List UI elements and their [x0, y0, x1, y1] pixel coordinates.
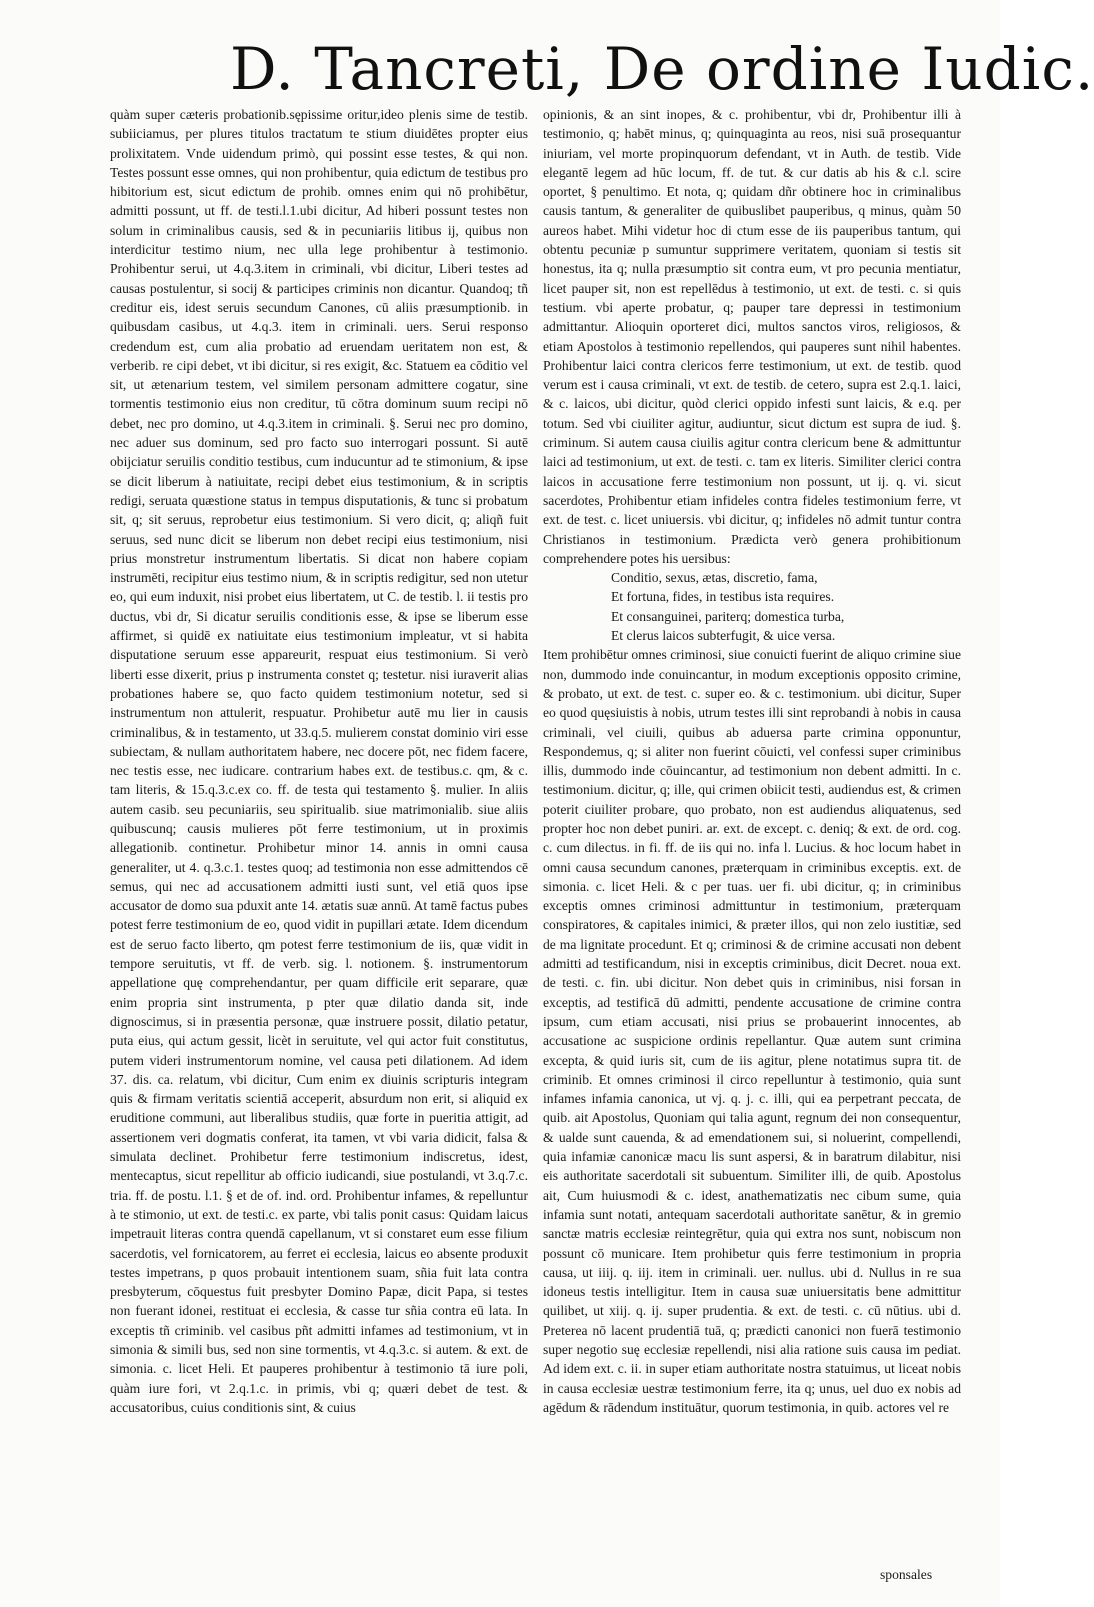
- left-column-text: quàm super cæteris probationib.sępissime oritur,ideo plenis sime de testib. subiiciamus, per plures titulos tractatum te stium diuidētes propter eius prolixitatem. Vnde uidendum primò, qui possint esse testes, & qui non. Testes possunt esse omnes, qui non prohibentur, quia edictum de testibus pro hibitorium est, sicut edictum de prohib. omnes enim qui nō prohibētur, admitti possunt, ut ff. de testi.l.1.ubi dicitur, Ad hiberi possunt testes non solum in criminalibus causis, sed & in pecuniariis litibus ij, quibus non interdicitur testimo nium, nec ulla lege prohibentur à testimonio. Prohibentur serui, ut 4.q.3.item in criminali, vbi dicitur, Liberi testes ad causas postulentur, si socij & participes criminis non dicantur. Quandoq; tñ creditur eis, idest seruis secundum Canones, cū aliis præsumptionib. in quibusdam casibus, ut 4.q.3. item in criminali. uers. Serui responso credendum est, cum alia probatio ad eruendam ueritatem non est, & verberib. re cipi debet, vt ibi dicitur, si res exigit, &c. Statuem ea cōditio vel sit, ut ætenarium testem, vel similem personam admittere cogatur, sine tormentis testimonio eius non creditur, tū cōtra dominum suum recipi nō debet, nec pro domino, ut 4.q.3.item in criminali. §. Serui nec pro domino, nec aduer sus dominum, sed pro facto suo interrogari possunt. Si autē obijciatur seruilis conditio testibus, cum inducuntur ad te stimonium, & ipse se dicit liberum à natiuitate, recipi debet eius testimonium, & in scriptis redigi, seruata quæstione status in tempus disputationis, & tunc si probatum sit, q; sit seruus, reprobetur eius testimonium. Si vero dicit, q; aliqñ fuit seruus, sed nunc dicit se liberum non debet recipi eius testimonium, nisi prius monstretur instrumentum libertatis. Si dicat non habere copiam instrumēti, recipitur eius testimo nium, & in scriptis redigitur, sed non utetur eo, qui eum induxit, nisi probet eius libertatem, ut C. de testib. l. ii testis pro ductus, vbi dr, Si dicatur seruilis conditionis esse, & ipse se liberum esse affirmet, si quidē ex natiuitate eius testimonium impleatur, vt si habita disputatione seruum esse appareurit, respuat eius testimonium. Si verò liberti esse dixerit, prius p instrumenta constet q; testetur. nisi iuraverit alias probationes habere se, quo facto quidem testimonium notetur, sed si instrumentum non attulerit, respuatur. Prohibetur autē mu lier in causis criminalibus, & in testamento, ut 33.q.5. mulierem constat dominio viri esse subiectam, & nullam authoritatem habere, nec docere pōt, nec fidem facere, nec testis esse, nec iudicare. contrarium habes ext. de testibus.c. qm, & c. tam literis, & 15.q.3.c.ex co. ff. de testa qui testamento §. mulier. In aliis autem casib. seu pecuniariis, seu spiritualib. siue matrimonialib. siue aliis quibuscunq; causis mulieres pōt ferre testimonium, ut in proximis allegationib. continetur. Prohibetur minor 14. annis in omni causa generaliter, ut 4. q.3.c.1. testes quoq; ad testimonia non esse admittendos cē semus, qui nec ad accusationem admitti iusti sunt, vel etiā quos ipse accusator de domo sua pduxit ante 14. ætatis suæ annū. At tamē factus pubes potest ferre testimonium de eo, quod vidit in pupillari ætate. Idem dicendum est de seruo facto liberto, qm potest ferre testimonium de iis, quæ vidit in tempore seruitutis, vt ff. de verb. sig. l. notionem. §. instrumentorum appellatione quę comprehendantur, per quam difficile erit separare, quæ enim propria sint instrumenta, p pter quæ dilatio danda sit, inde dignoscimus, si in præsentia personæ, quæ instruere possit, dilatio petatur, puta eius, qui actum gessit, licèt in seruitute, vel qui actor fuit constitutus, putem videri instrumentorum nomine, vel causa peti dilationem. Ad idem 37. dis. ca. relatum, vbi dicitur, Cum enim ex diuinis scripturis integram quis & firmam veritatis scientiā acceperit, absurdum non erit, si aliquid ex eruditione communi, aut liberalibus studiis, quæ forte in pueritia attigit, ad assertionem veri dogmatis conferat, ita tamen, vt vbi varia didicit, falsa & simulata declinet. Prohibetur ferre testimonium indiscretus, idest, mentecaptus, sicut repellitur ab officio iudicandi, siue postulandi, vt 3.q.7.c. tria. ff. de postu. l.1. § et de of. ind. ord. Prohibentur infames, & repelluntur à te stimonio, ut ext. de testi.c. ex parte, vbi talis ponit casus: Quidam laicus impetrauit literas contra quendā capellanum, vt si constaret eum esse filium sacerdotis, vel fornicatorem, au ferret ei ecclesia, laicus eo absente produxit testes impetrans, p quos probauit intentionem suam, sñia fuit lata contra presbyterum, cōquestus fuit presbyter Domino Papæ, dicit Papa, si testes non fuerant idonei, restituat ei ecclesia, & casse tur sñia contra eū lata. In exceptis tñ criminib. vel casibus pñt admitti infames ad testimonium, vt in simonia & simili bus, sed non sine tormentis, vt 4.q.3.c. si autem. & ext. de simonia. c. licet Heli. Et pauperes prohibentur à testimonio tā iure poli, quàm iure fori, vt 2.q.1.c. in primis, vbi q; quæri debet de test. & accusatoribus, cuius conditionis sint, & cuius: [110, 107, 528, 1415]
- mnemonic-verse: [611, 568, 961, 645]
- verse-line: Et consanguinei, pariterq; domestica turba,: [611, 608, 845, 624]
- right-column-text-after-verse: Item prohibētur omnes criminosi, siue conuicti fuerint de aliquo crimine siue non, dummodo inde conuincantur, in modum exceptionis opposito crimine, & probato, ut ext. de test. c. super eo. & c. testimonium. ubi dicitur, Super eo quod quęsiuistis à nobis, utrum testes illi sint reprobandi à nobis in causa criminali, vel ciuili, quibus ab aduersa parte crimina opponuntur, Respondemus, q; si aliter non fuerint cōuicti, vel confessi super criminibus illis, dummodo inde cōuincantur, ad testimonium non debent admitti. In c. testimonium. dicitur, q; ille, qui crimen obiicit testi, audiendus est, & crimen poterit ciuiliter probare, quo probato, non est audiendus aliquatenus, sed propter hoc non debet puniri. ar. ext. de except. c. deniq; & ext. de ord. cog. c. cum dilectus. in fi. ff. de iis qui no. infa l. Lucius. & hoc locum habet in omni causa secundum canones, præterquam in criminibus exceptis. ext. de simonia. c. licet Heli. & c per tuas. uer fi. ubi dicitur, q; in criminibus exceptis omnes criminosi admittuntur in testimonium, præterquam conspiratores, & capitales inimici, & præter illos, qui non zelo iustitiæ, sed de ma lignitate procedunt. Et q; criminosi & de crimine accusati non debent admitti ad testificandum, nisi in exceptis criminibus, dicit Decret. noua ext. de testi. c. fin. ubi dicitur. Non debet quis in criminibus, nisi forsan in exceptis, ad testificā dū admitti, pendente accusatione de crimine contra ipsum, cum etiam accusati, nisi prius se probauerint innocentes, ab accusatione ac suspicione ordinis repellantur. Quæ autem sunt crimina excepta, & quid iuris sit, cum de iis agitur, plene notatimus supra tit. de criminib. Et omnes criminosi il circo repelluntur à testimonio, quia sunt infames infamia canonica, ut vj. q. j. c. illi, qui ea perpetrant peccata, de quib. ait Apostolus, Quoniam qui talia agunt, regnum dei non consequentur, & ualde sunt cauenda, & ad emendationem sui, si noluerint, compellendi, quia infamiæ canonicæ macu lis sunt aspersi, & in baratrum dilabitur, nisi eis authoritate sacerdotali sit subuentum. Similiter illi, de quib. Apostolus ait, Cum huiusmodi & c. idest, anathematizatis nec cibum sume, quia infamia sunt notati, antequam sacerdotali authoritate sanētur, & in gremio sanctæ matris ecclesiæ reintegrētur, quia qui extra nos sunt, nobiscum non possunt cō municare. Item prohibetur quis ferre testimonium in propria causa, ut iiij. q. iij. item in criminali. uer. nullus. ubi d. Nullus in re sua idoneus testis intelligitur. Item in causa suæ uniuersitatis bene admittitur quilibet, ut xiij. q. ij. super prudentia. & ext. de testi. c. cū nūtius. ubi d. Preterea nō lacent prudentiā tuā, q; prædicti canonici non fuerā testimonio super negotio suę ecclesiæ repellendi, nisi alia ratione suis causa im pediat. Ad idem ext. c. ii. in super etiam authoritate nostra statuimus, ut liceat nobis in causa ecclesiæ uestræ testimonium ferre, ita q; unus, uel duo ex nobis ad agēdum & rādendum instituātur, quorum testimonia, in quib. actores vel re: [543, 647, 961, 1415]
- verse-line: Conditio, sexus, ætas, discretio, fama,: [611, 570, 818, 586]
- verse-line: Et clerus laicos subterfugit, & uice versa.: [611, 628, 836, 644]
- running-head: D. Tancreti, De ordine Iudic.: [230, 35, 1094, 103]
- catchword: sponsales: [880, 1567, 933, 1582]
- right-column-text-before-verse: opinionis, & an sint inopes, & c. prohibentur, vbi dr, Prohibentur illi à testimonio, q; habēt minus, q; quinquaginta au reos, nisi suā prosequantur iniuriam, vel morte propinquorum defendant, vt in Auth. de testib. Vide elegantē legem ad hūc locum, ff. de tut. & cur datis ab his & c.l. scire oportet, § penultimo. Et nota, q; quidam dñr obtinere hoc in criminalibus causis tantum, & generaliter de quibuslibet pauperibus, q minus, quàm 50 aureos habet. Mihi videtur hoc di ctum esse de iis pauperibus tantum, qui obtentu pecuniæ p sumuntur supprimere veritatem, quoniam si testis sit honestus, ita q; nulla præsumptio sit contra eum, vt pro pecunia mentiatur, licet pauper sit, non est repellēdus à testimonio, ut ext. de testi. c. si quis testium. vbi aperte probatur, q; pauper tare depressi in testimonium admittantur. Alioquin oporteret dici, multos sanctos viros, religiosos, & etiam Apostolos à testimonio repellendos, qui pauperes sunt nihil habentes. Prohibentur laici contra clericos ferre testimonium, ut ext. de testib. quod verum est i causa criminali, vt ext. de testib. de cetero, supra est 2.q.1. laici, & c. laicos, ubi dicitur, quòd clerici oppido infesti sunt laicis, & e.q. per totum. Sed vbi ciuiliter agitur, audiuntur, sicut dictum est supra de iud. §. criminum. Si autem causa ciuilis agitur contra clericum bene & admittuntur laici ad testimonium, ut ext. de testi. c. tam ex literis. Similiter clerici contra laicos in accusatione ferre testimonium non possunt, ut ij. q. vi. sicut sacerdotes, Prohibentur etiam infideles contra fideles testimonium ferre, vt ext. de test. c. licet uniuersis. vbi dicitur, q; infideles nō admit tuntur contra Christianos in testimonium. Prædicta verò genera prohibitionum comprehendere potes his uersibus:: [543, 107, 961, 566]
- right-column: [543, 105, 961, 1417]
- verse-line: Et fortuna, fides, in testibus ista requires.: [611, 589, 835, 605]
- left-column: [110, 105, 528, 1417]
